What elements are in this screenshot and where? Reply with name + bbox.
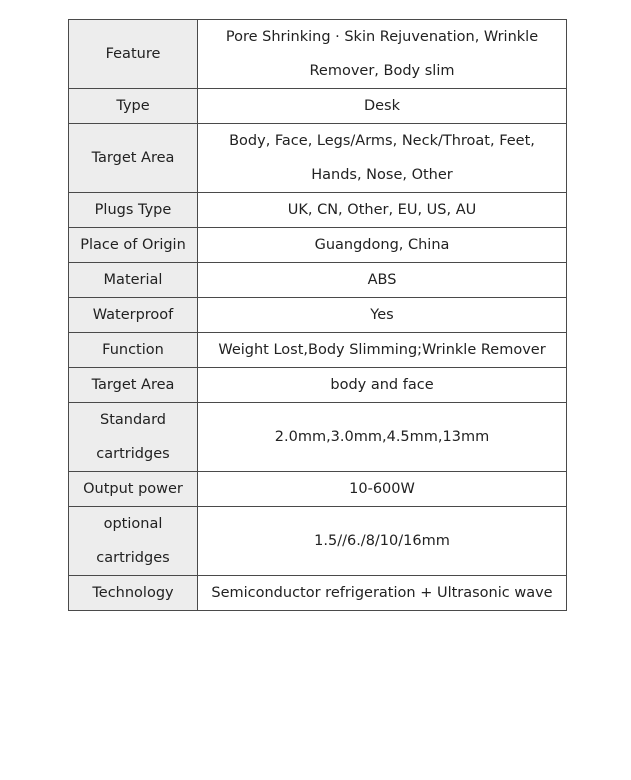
row-value: UK, CN, Other, EU, US, AU <box>198 193 567 228</box>
row-value: Semiconductor refrigeration + Ultrasonic wave <box>198 576 567 611</box>
table-row <box>69 228 567 263</box>
table-row <box>69 368 567 403</box>
table-row <box>69 193 567 228</box>
row-value: 10-600W <box>198 472 567 507</box>
table-row <box>69 263 567 298</box>
row-label: Waterproof <box>69 298 198 333</box>
row-value: 1.5//6./8/10/16mm <box>198 507 567 576</box>
row-label: Function <box>69 333 198 368</box>
row-label: Place of Origin <box>69 228 198 263</box>
row-value: body and face <box>198 368 567 403</box>
table-row <box>69 333 567 368</box>
table-row <box>69 507 567 576</box>
row-value: Weight Lost,Body Slimming;Wrinkle Remover <box>198 333 567 368</box>
row-label: Plugs Type <box>69 193 198 228</box>
row-value: Body, Face, Legs/Arms, Neck/Throat, Feet, Hands, Nose, Other <box>198 124 567 193</box>
row-label: Feature <box>69 20 198 89</box>
row-label: Target Area <box>69 124 198 193</box>
row-label: Type <box>69 89 198 124</box>
row-value: Pore Shrinking · Skin Rejuvenation, Wrinkle Remover, Body slim <box>198 20 567 89</box>
row-value: Desk <box>198 89 567 124</box>
table-row <box>69 403 567 472</box>
row-value: 2.0mm,3.0mm,4.5mm,13mm <box>198 403 567 472</box>
table-row <box>69 298 567 333</box>
row-label: optional cartridges <box>69 507 198 576</box>
spec-table <box>68 19 567 611</box>
row-label: Standard cartridges <box>69 403 198 472</box>
table-row <box>69 89 567 124</box>
row-value: Guangdong, China <box>198 228 567 263</box>
table-row <box>69 576 567 611</box>
row-label: Technology <box>69 576 198 611</box>
row-label: Output power <box>69 472 198 507</box>
row-value: ABS <box>198 263 567 298</box>
row-value: Yes <box>198 298 567 333</box>
row-label: Material <box>69 263 198 298</box>
table-row <box>69 20 567 89</box>
table-row <box>69 472 567 507</box>
table-row <box>69 124 567 193</box>
row-label: Target Area <box>69 368 198 403</box>
